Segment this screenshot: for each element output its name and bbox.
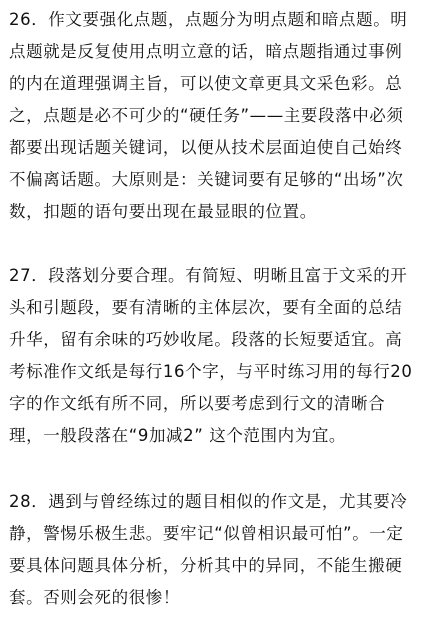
text-line: 要具体问题具体分析，分析其中的异同，不能生搬硬 — [9, 556, 403, 575]
text-line: 升华，留有余味的巧妙收尾。段落的长短要适宜。高 — [9, 330, 403, 349]
text-line: 27．段落划分要合理。有简短、明晰且富于文采的开 — [9, 266, 408, 285]
text-line: 之，点题是必不可少的“硬任务”——主要段落中必须 — [9, 106, 404, 125]
text-line: 字的作文纸有所不同，所以要考虑到行文的清晰合 — [9, 394, 386, 413]
text-line: 28．遇到与曾经练过的题目相似的作文是，尤其要冷 — [9, 492, 408, 511]
text-line: 头和引题段，要有清晰的主体层次，要有全面的总结 — [9, 298, 403, 317]
text-line: 点题就是反复使用点明立意的话，暗点题指通过事例 — [9, 42, 403, 61]
text-line: 不偏离话题。大原则是：关键词要有足够的“出场”次 — [9, 170, 404, 189]
text-line: 数，扣题的语句要出现在最显眼的位置。 — [9, 202, 317, 221]
text-line: 静，警惕乐极生悲。要牢记“似曾相识最可怕”。一定 — [9, 524, 404, 543]
text-line: 考标准作文纸是每行16个字，与平时练习用的每行20 — [9, 362, 413, 381]
text-line: 套。否则会死的很惨！ — [9, 588, 180, 607]
text-line: 的内在道理强调主旨，可以使文章更具文采色彩。总 — [9, 74, 403, 93]
text-line: 26．作文要强化点题，点题分为明点题和暗点题。明 — [9, 10, 408, 29]
text-line: 都要出现话题关键词，以便从技术层面迫使自己始终 — [9, 138, 403, 157]
text-line: 理，一般段落在“9加减2” 这个范围内为宜。 — [9, 426, 347, 445]
